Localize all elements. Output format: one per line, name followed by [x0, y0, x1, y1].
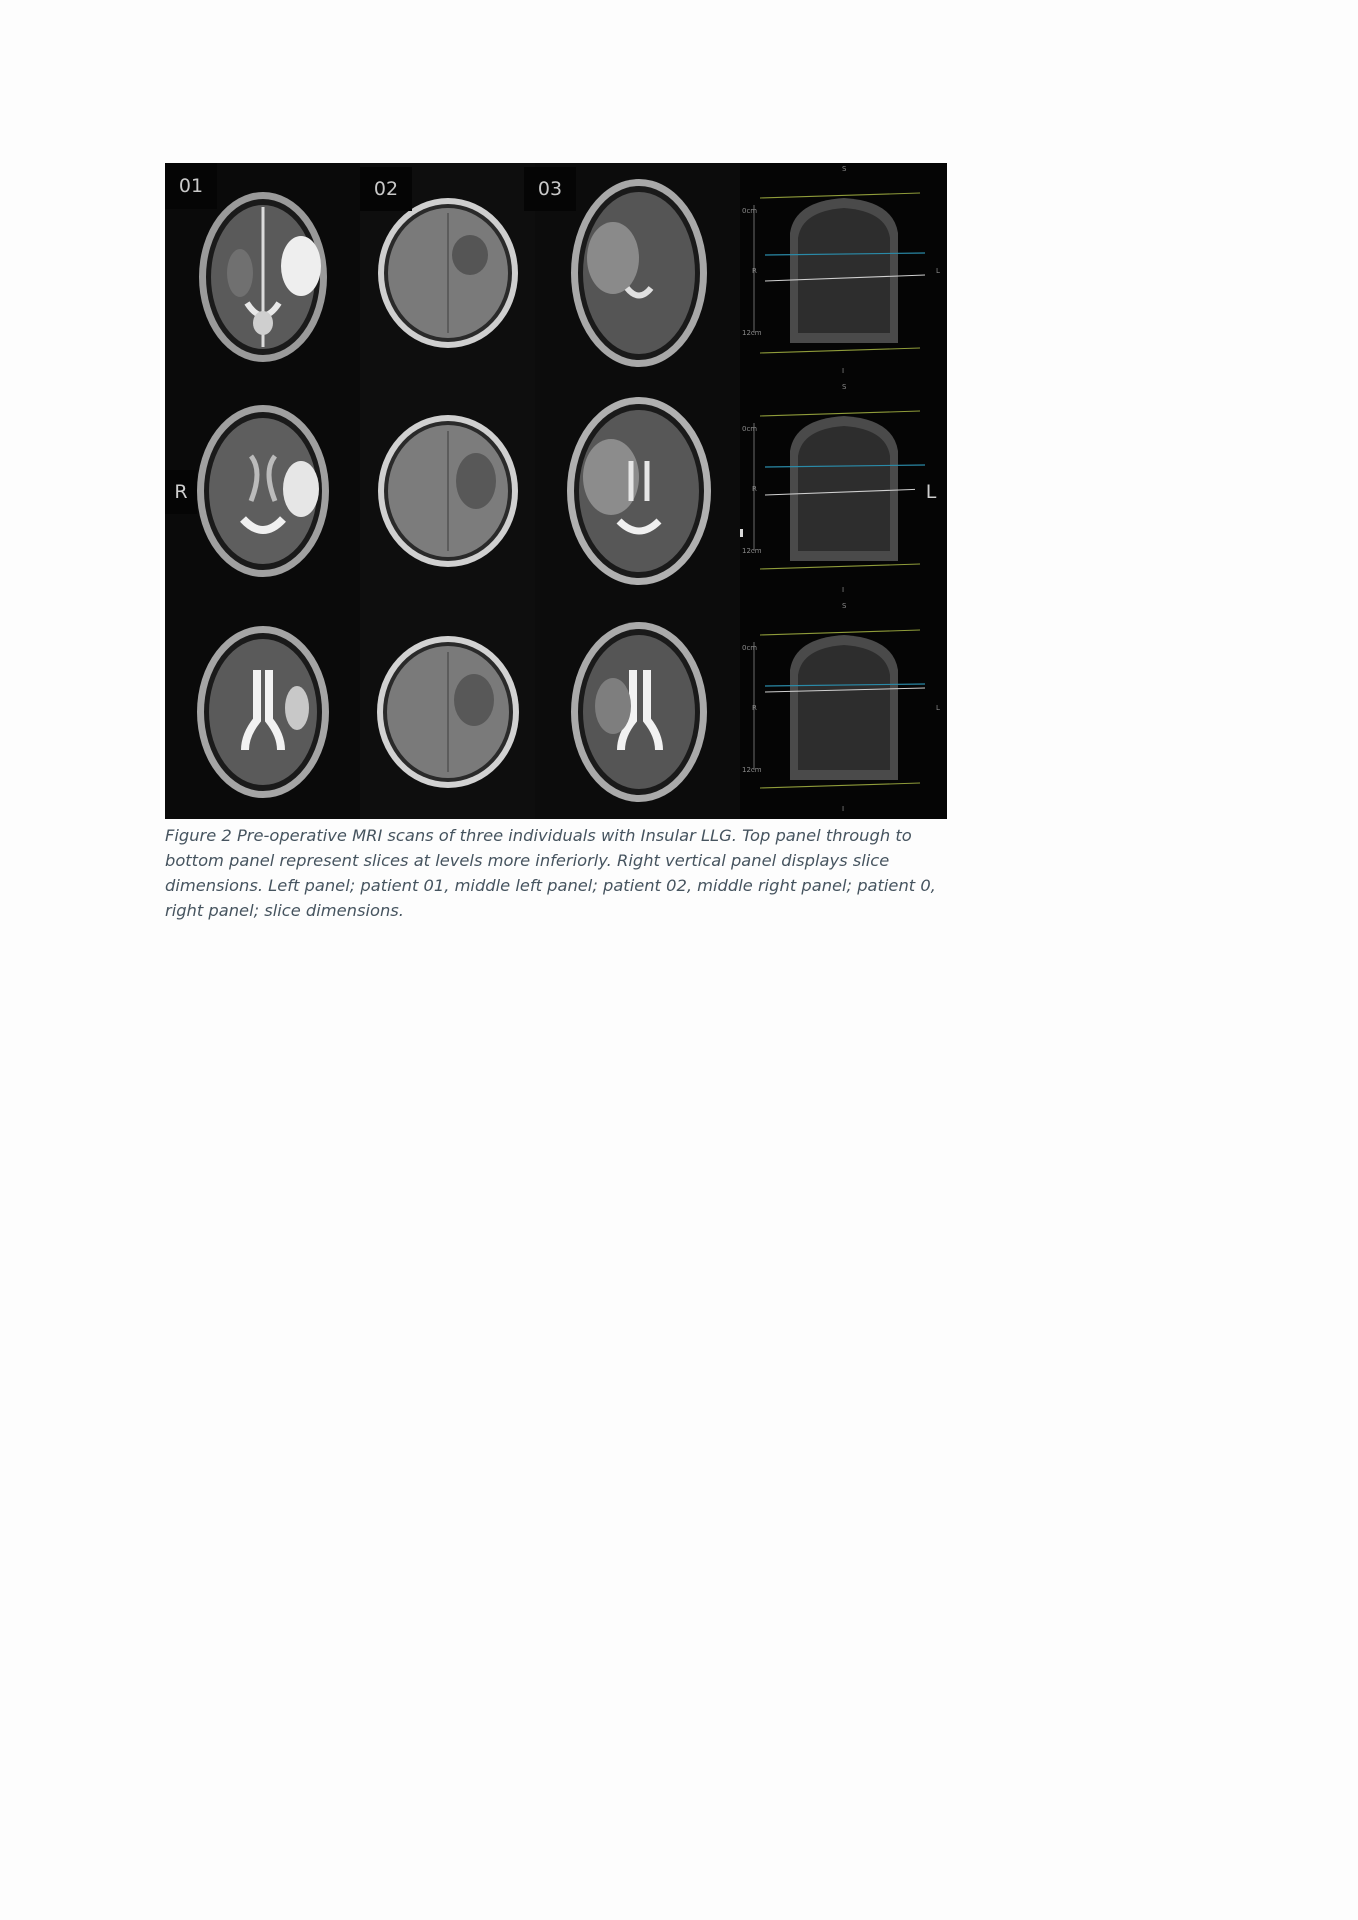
coronal-middle-label-r: R [752, 485, 757, 493]
coronal-bottom-scale-start: 0cm [742, 644, 758, 652]
coronal-middle-label-s: S [842, 383, 847, 391]
coronal-middle-scale-start: 0cm [742, 425, 758, 433]
figure-caption: Figure 2 Pre-operative MRI scans of three individuals with Insular LLG. Top panel through to bottom panel represent slices at levels more inferiorly. Right vertical panel displays slice dimensions. Left panel; patient 01, middle left panel; patient 02, middle right panel; patient 0, right panel; slice dimensions. [165, 826, 936, 920]
coronal-top-scale-start: 0cm [742, 207, 758, 215]
patient-label-01: 01 [165, 163, 217, 209]
coronal-middle-scale-end: 12cm [742, 547, 762, 555]
mri-slice-01-bottom [165, 600, 360, 819]
mri-slice-02-bottom [360, 600, 535, 819]
coronal-top-label-s: S [842, 165, 847, 173]
coronal-top-label-r: R [752, 267, 757, 275]
patient-label-02: 02 [360, 167, 412, 211]
coronal-top-label-i: I [842, 367, 845, 375]
side-label-right: R [165, 470, 197, 514]
coronal-top-label-l: L [936, 267, 940, 275]
coronal-panel-top [740, 163, 947, 381]
patient-label-03: 03 [524, 167, 576, 211]
coronal-bottom-label-s: S [842, 602, 847, 610]
coronal-bottom-label-l: L [936, 704, 940, 712]
side-label-left: L [915, 470, 947, 514]
coronal-bottom-label-r: R [752, 704, 757, 712]
coronal-panel-bottom [740, 600, 947, 819]
coronal-bottom-label-i: I [842, 805, 845, 813]
coronal-middle-label-i: I [842, 586, 845, 594]
coronal-top-scale-end: 12cm [742, 329, 762, 337]
mri-slice-03-bottom [535, 600, 740, 819]
mri-slice-02-middle [360, 381, 535, 600]
mri-slice-03-middle [535, 381, 740, 600]
coronal-bottom-scale-end: 12cm [742, 766, 762, 774]
mri-figure [165, 163, 947, 819]
